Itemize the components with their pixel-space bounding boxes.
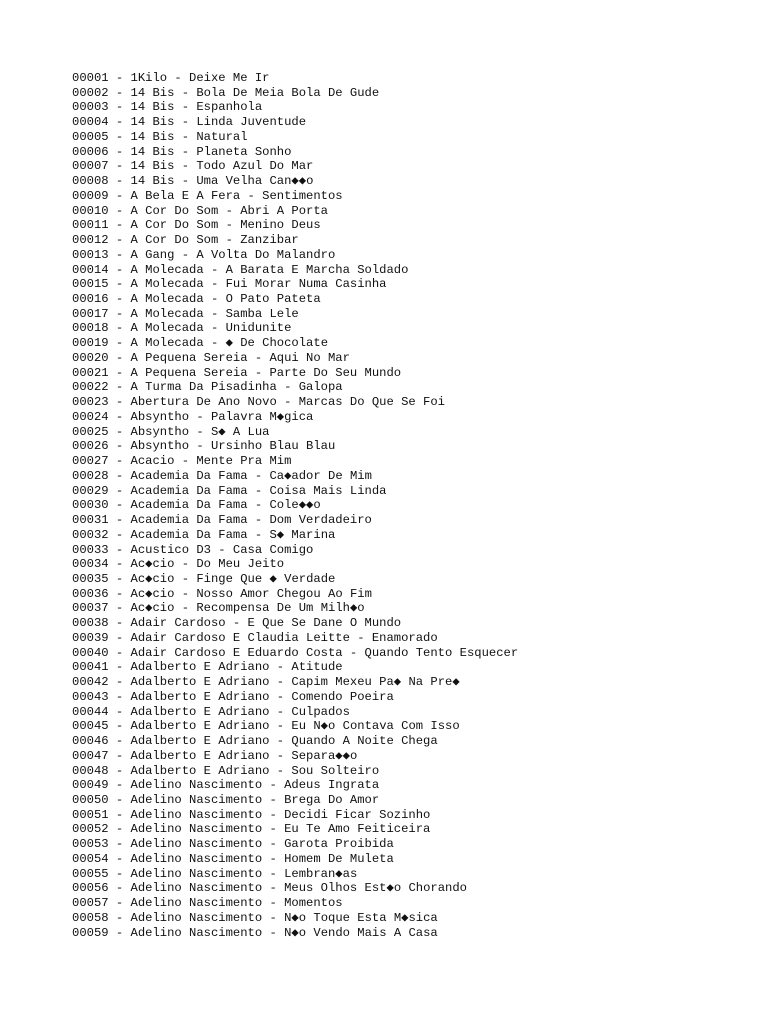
list-item: 00008 - 14 Bis - Uma Velha Can◆◆o <box>72 174 314 189</box>
list-item: 00001 - 1Kilo - Deixe Me Ir <box>72 71 270 85</box>
list-item: 00002 - 14 Bis - Bola De Meia Bola De Gude <box>72 85 380 100</box>
list-item: 00050 - Adelino Nascimento - Brega Do Amor <box>72 792 380 807</box>
list-item: 00055 - Adelino Nascimento - Lembran◆as <box>72 866 358 881</box>
list-item: 00044 - Adalberto E Adriano - Culpados <box>72 704 350 719</box>
list-item: 00035 - Ac◆cio - Finge Que ◆ Verdade <box>72 571 336 586</box>
list-item: 00025 - Absyntho - S◆ A Lua <box>72 424 270 439</box>
list-item: 00010 - A Cor Do Som - Abri A Porta <box>72 203 328 218</box>
list-item: 00003 - 14 Bis - Espanhola <box>72 100 263 115</box>
list-item: 00011 - A Cor Do Som - Menino Deus <box>72 218 321 233</box>
list-item: 00040 - Adair Cardoso E Eduardo Costa - Quando Tento Esquecer <box>72 645 519 660</box>
list-item: 00028 - Academia Da Fama - Ca◆ador De Mim <box>72 468 372 483</box>
list-item: 00042 - Adalberto E Adriano - Capim Mexeu Pa◆ Na Pre◆ <box>72 675 460 690</box>
list-item: 00030 - Academia Da Fama - Cole◆◆o <box>72 498 321 513</box>
list-item: 00031 - Academia Da Fama - Dom Verdadeiro <box>72 513 372 528</box>
list-item: 00026 - Absyntho - Ursinho Blau Blau <box>72 439 336 454</box>
list-item: 00013 - A Gang - A Volta Do Malandro <box>72 247 336 262</box>
list-item: 00006 - 14 Bis - Planeta Sonho <box>72 144 292 159</box>
list-item: 00007 - 14 Bis - Todo Azul Do Mar <box>72 159 314 174</box>
list-item: 00032 - Academia Da Fama - S◆ Marina <box>72 527 336 542</box>
list-item: 00036 - Ac◆cio - Nosso Amor Chegou Ao Fim <box>72 586 372 601</box>
list-item: 00012 - A Cor Do Som - Zanzibar <box>72 233 299 248</box>
list-item: 00018 - A Molecada - Unidunite <box>72 321 292 336</box>
list-item: 00054 - Adelino Nascimento - Homem De Muleta <box>72 851 394 866</box>
list-item: 00038 - Adair Cardoso - E Que Se Dane O Mundo <box>72 616 402 631</box>
list-item: 00048 - Adalberto E Adriano - Sou Solteiro <box>72 763 380 778</box>
list-item: 00017 - A Molecada - Samba Lele <box>72 306 299 321</box>
list-item: 00049 - Adelino Nascimento - Adeus Ingrata <box>72 778 380 793</box>
list-item: 00016 - A Molecada - O Pato Pateta <box>72 292 321 307</box>
list-item: 00057 - Adelino Nascimento - Momentos <box>72 896 343 911</box>
list-item: 00015 - A Molecada - Fui Morar Numa Casinha <box>72 277 387 292</box>
list-item: 00009 - A Bela E A Fera - Sentimentos <box>72 188 343 203</box>
list-item: 00037 - Ac◆cio - Recompensa De Um Milh◆o <box>72 601 365 616</box>
list-item: 00058 - Adelino Nascimento - N◆o Toque Esta M◆sica <box>72 910 438 925</box>
list-item: 00004 - 14 Bis - Linda Juventude <box>72 115 307 130</box>
list-item: 00039 - Adair Cardoso E Claudia Leitte - Enamorado <box>72 630 438 645</box>
list-item: 00053 - Adelino Nascimento - Garota Proibida <box>72 837 394 852</box>
list-item: 00051 - Adelino Nascimento - Decidi Ficar Sozinho <box>72 807 431 822</box>
list-item: 00022 - A Turma Da Pisadinha - Galopa <box>72 380 343 395</box>
list-item: 00045 - Adalberto E Adriano - Eu N◆o Contava Com Isso <box>72 719 460 734</box>
list-item: 00052 - Adelino Nascimento - Eu Te Amo Feiticeira <box>72 822 431 837</box>
list-item: 00021 - A Pequena Sereia - Parte Do Seu Mundo <box>72 365 402 380</box>
list-item: 00059 - Adelino Nascimento - N◆o Vendo Mais A Casa <box>72 925 438 940</box>
list-item: 00023 - Abertura De Ano Novo - Marcas Do Que Se Foi <box>72 395 445 410</box>
list-item: 00029 - Academia Da Fama - Coisa Mais Linda <box>72 483 387 498</box>
document-page <box>72 71 752 940</box>
list-item: 00046 - Adalberto E Adriano - Quando A Noite Chega <box>72 734 438 749</box>
list-item: 00033 - Acustico D3 - Casa Comigo <box>72 542 314 557</box>
list-item: 00014 - A Molecada - A Barata E Marcha Soldado <box>72 262 409 277</box>
list-item: 00041 - Adalberto E Adriano - Atitude <box>72 660 343 675</box>
list-item: 00024 - Absyntho - Palavra M◆gica <box>72 409 314 424</box>
list-item: 00047 - Adalberto E Adriano - Separa◆◆o <box>72 748 358 763</box>
list-item: 00020 - A Pequena Sereia - Aqui No Mar <box>72 350 350 365</box>
list-item: 00019 - A Molecada - ◆ De Chocolate <box>72 336 329 351</box>
list-item: 00056 - Adelino Nascimento - Meus Olhos Est◆o Chorando <box>72 881 467 896</box>
list-item: 00034 - Ac◆cio - Do Meu Jeito <box>72 557 285 572</box>
list-item: 00027 - Acacio - Mente Pra Mim <box>72 454 292 469</box>
list-item: 00043 - Adalberto E Adriano - Comendo Poeira <box>72 689 394 704</box>
list-item: 00005 - 14 Bis - Natural <box>72 129 248 144</box>
